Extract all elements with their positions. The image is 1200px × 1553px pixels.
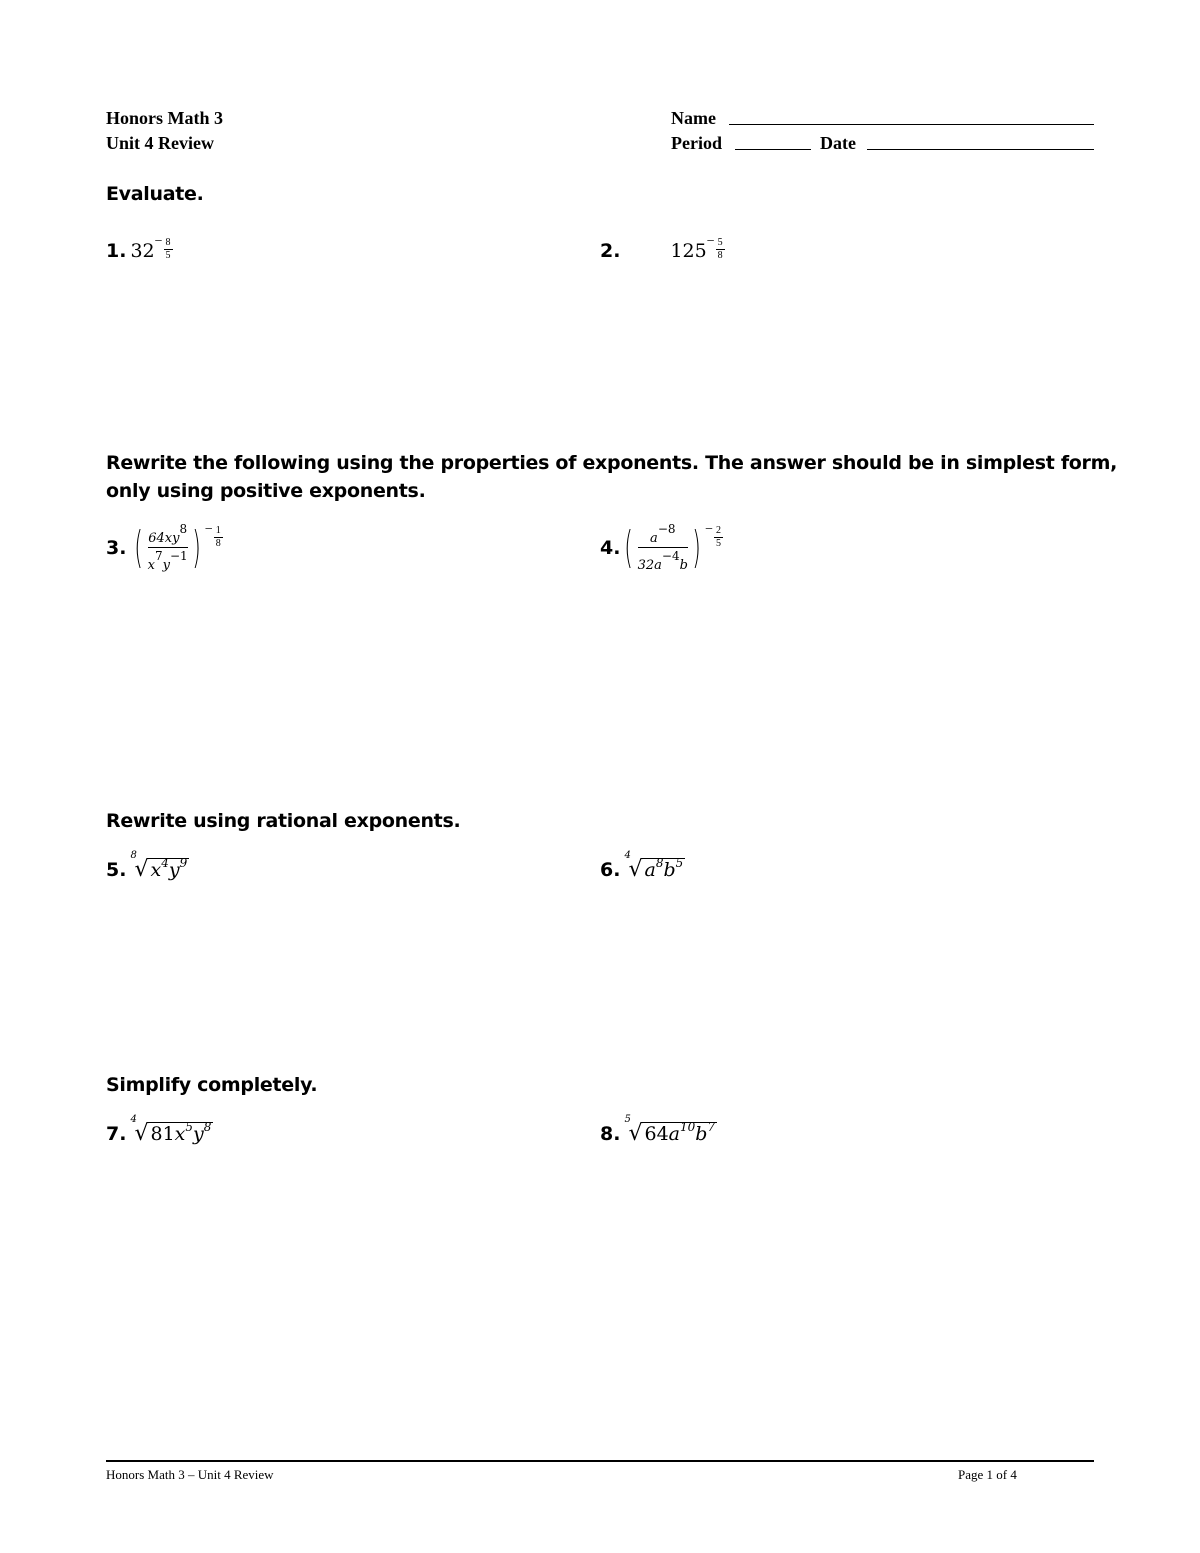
exponent-numerator: 2	[716, 525, 722, 536]
outer-exponent	[205, 520, 223, 549]
denominator-term-b: y	[162, 558, 170, 573]
denominator-exponent-a: 7	[154, 549, 163, 563]
right-paren: )	[692, 521, 701, 573]
date-label: Date	[820, 133, 856, 153]
fraction-bar	[148, 547, 188, 548]
radicand-exponent-2: 9	[179, 856, 188, 870]
exponent-denominator: 5	[165, 250, 171, 261]
denominator-exponent-b: −1	[169, 549, 188, 563]
radicand-exponent-1: 5	[185, 1120, 194, 1134]
section-instruction: Simplify completely.	[106, 1074, 318, 1096]
problem-number: 4.	[600, 536, 621, 559]
exponent-sign: −	[706, 234, 715, 249]
footer-page-number: Page 1 of 4	[958, 1467, 1017, 1482]
name-field-line[interactable]	[729, 124, 1094, 125]
problem-number: 7.	[106, 1123, 127, 1145]
problem-1	[106, 234, 173, 262]
footer-left: Honors Math 3 – Unit 4 Review	[106, 1467, 274, 1482]
exponent-numerator: 5	[717, 237, 723, 248]
radical-sign: √	[628, 1121, 643, 1146]
numerator-term: a	[650, 531, 658, 546]
denominator	[148, 549, 188, 573]
radicand	[642, 858, 685, 881]
left-paren: (	[624, 521, 634, 573]
radicand	[148, 858, 189, 881]
numerator-exponent: 8	[179, 522, 188, 536]
section-instruction: Evaluate.	[106, 183, 204, 205]
exponent-fraction	[214, 526, 223, 549]
outer-exponent	[705, 520, 723, 549]
problem-2	[600, 234, 725, 262]
unit-title: Unit 4 Review	[106, 133, 214, 153]
fraction	[148, 522, 188, 573]
exponent-sign: −	[705, 522, 714, 537]
exponent-denominator: 8	[717, 250, 723, 261]
problem-3	[106, 522, 223, 573]
exponent-fraction	[714, 526, 723, 549]
exponent-sign: −	[204, 522, 213, 537]
name-label: Name	[671, 108, 716, 128]
fraction-bar	[638, 547, 688, 548]
footer-divider	[106, 1460, 1094, 1462]
radicand-term-2: b	[695, 1123, 708, 1145]
radicand-term-1: x	[174, 1123, 186, 1145]
radical-sign: √	[628, 857, 643, 882]
problem-number: 8.	[600, 1123, 621, 1145]
radicand-exponent-2: 8	[203, 1120, 212, 1134]
numerator	[148, 522, 187, 546]
radical	[130, 1114, 213, 1146]
problem-5	[106, 850, 189, 882]
numerator	[650, 522, 675, 546]
problem-number: 5.	[106, 859, 127, 881]
right-paren: )	[191, 521, 201, 573]
radicand-term-1: a	[644, 859, 656, 881]
radical-sign: √	[134, 1121, 149, 1146]
radicand-exponent-1: 4	[161, 856, 169, 870]
exponent-numerator: 8	[165, 237, 171, 248]
radicand-term-1: a	[668, 1123, 680, 1145]
radical-index: 4	[624, 850, 631, 861]
date-field-line[interactable]	[867, 149, 1094, 150]
problem-7	[106, 1114, 213, 1146]
problem-6	[600, 850, 685, 882]
radical-index: 5	[624, 1114, 631, 1125]
exponent-denominator: 5	[716, 538, 722, 549]
radicand-term-2: y	[168, 859, 180, 881]
denominator-exponent-a: −4	[661, 549, 680, 563]
denominator-term-a: 32a	[637, 558, 662, 573]
radicand-exponent-2: 5	[675, 856, 684, 870]
exponent-fraction	[716, 238, 725, 261]
radicand-exponent-1: 10	[680, 1120, 696, 1134]
denominator-term-b: b	[679, 558, 688, 573]
radicand-term-2: b	[663, 859, 676, 881]
radicand-term-1: x	[150, 859, 162, 881]
left-paren: (	[134, 521, 144, 573]
problem-4	[600, 522, 723, 573]
fraction	[638, 522, 688, 573]
radicand-coefficient: 64	[644, 1123, 669, 1145]
math-base: 32	[130, 240, 155, 262]
radical-sign: √	[134, 857, 149, 882]
course-title: Honors Math 3	[106, 108, 223, 128]
radicand	[148, 1122, 213, 1145]
radical	[624, 850, 685, 882]
radicand-coefficient: 81	[150, 1123, 175, 1145]
radicand-exponent-1: 8	[655, 856, 664, 870]
period-label: Period	[671, 133, 722, 153]
problem-8	[600, 1114, 717, 1146]
problem-number: 3.	[106, 536, 127, 559]
section-instruction-line-1: Rewrite the following using the properties of exponents. The answer should be in simplest form,	[106, 452, 1118, 474]
radical	[624, 1114, 717, 1146]
math-base: 125	[670, 240, 707, 262]
problem-number: 2.	[600, 240, 621, 262]
exponent-denominator: 8	[215, 538, 221, 549]
numerator-term: 64xy	[148, 531, 180, 546]
denominator	[638, 549, 688, 573]
section-instruction: Rewrite using rational exponents.	[106, 810, 461, 832]
exponent-numerator: 1	[215, 525, 221, 536]
radical-index: 8	[130, 850, 137, 861]
exponent-fraction	[164, 238, 173, 261]
numerator-exponent: −8	[657, 522, 676, 536]
radicand	[642, 1122, 717, 1145]
radical-index: 4	[130, 1114, 137, 1125]
radical	[130, 850, 189, 882]
section-instruction-line-2: only using positive exponents.	[106, 480, 426, 502]
period-field-line[interactable]	[735, 149, 811, 150]
problem-number: 6.	[600, 859, 621, 881]
exponent-sign: −	[154, 234, 163, 249]
problem-number: 1.	[106, 240, 127, 262]
radicand-term-2: y	[193, 1123, 204, 1145]
radicand-exponent-2: 7	[707, 1120, 716, 1134]
denominator-term-a: x	[147, 558, 155, 573]
